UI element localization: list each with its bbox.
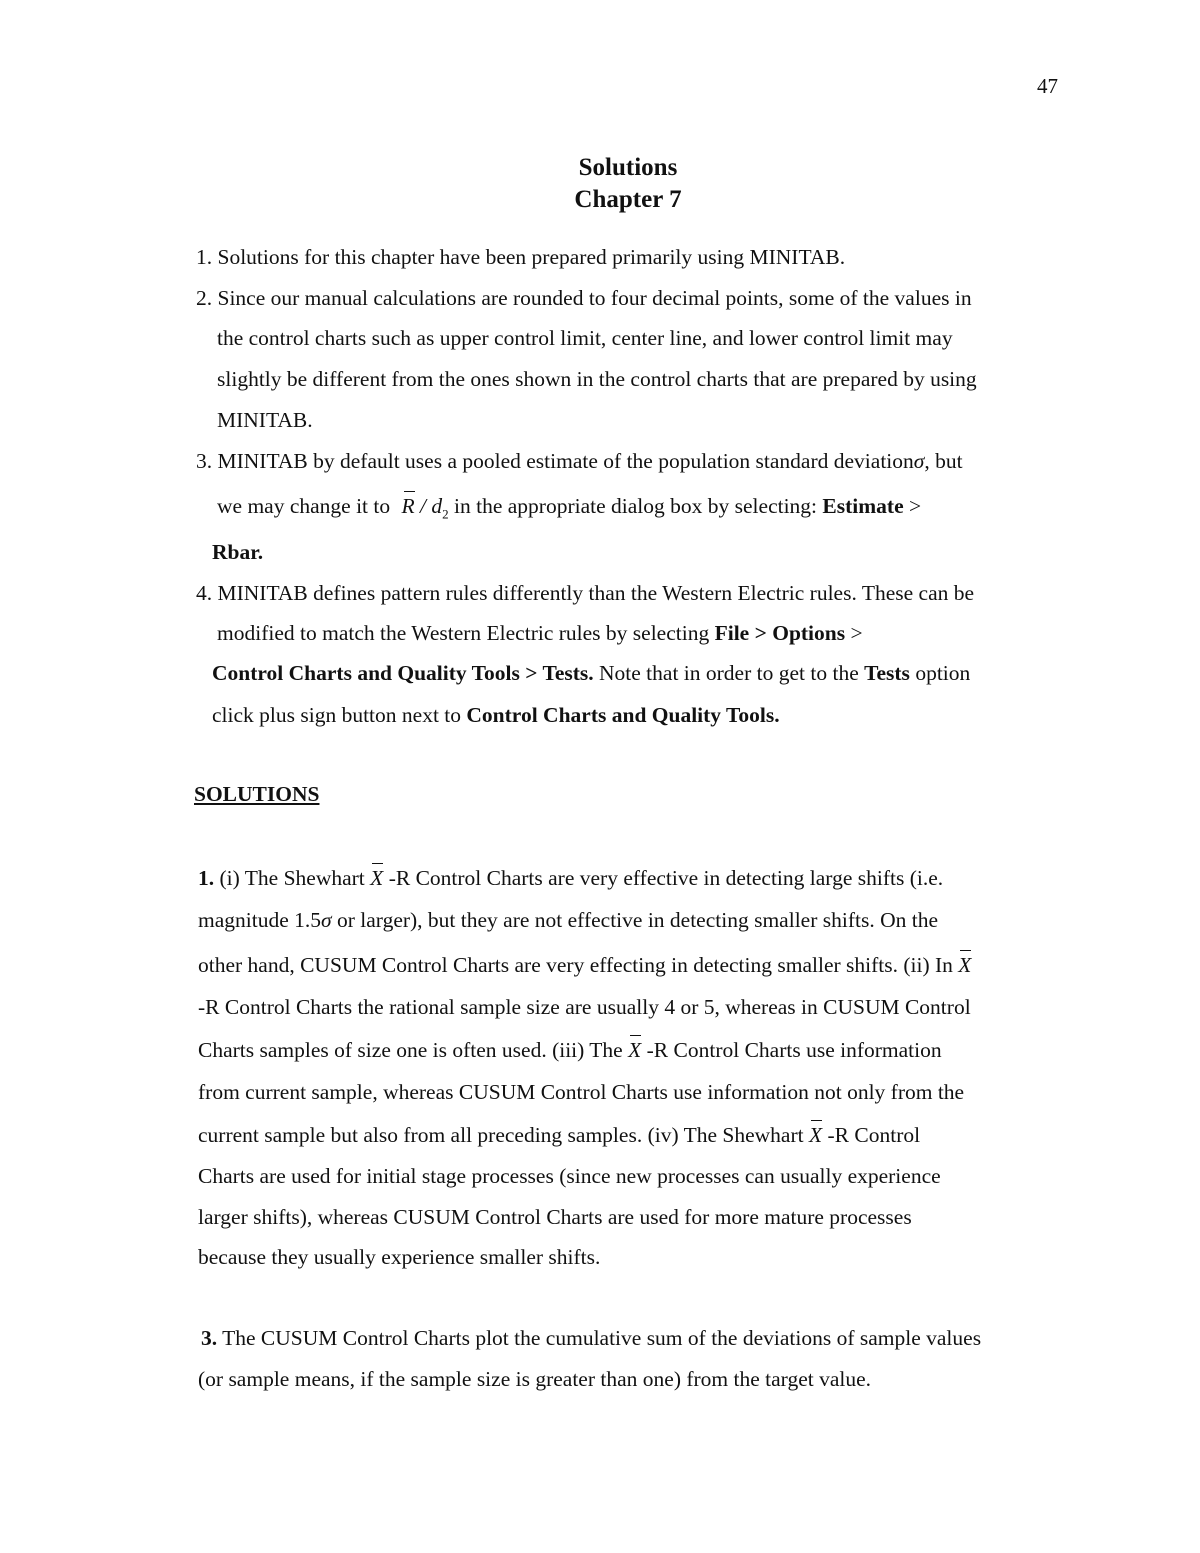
section-heading: SOLUTIONS <box>194 782 320 806</box>
chapter-title: Chapter 7 <box>574 186 682 213</box>
file-options-text: File > Options <box>714 621 846 645</box>
answer-1-line-5 <box>198 1038 942 1063</box>
answer-1-line-2 <box>198 908 938 933</box>
answer-1-line-7 <box>198 1123 920 1148</box>
note-3-text-a: 3. MINITAB by default uses a pooled estimate of the population standard deviation <box>196 449 914 473</box>
note-3-text-d: in the appropriate dialog box by selecting: <box>448 494 823 518</box>
answer-1-text-e: other hand, CUSUM Control Charts are very effecting in detecting smaller shifts. (ii) In <box>198 953 959 977</box>
note-4-line-1: 4. MINITAB defines pattern rules differently than the Western Electric rules. These can be <box>196 581 975 605</box>
answer-1-text-c: magnitude 1.5 <box>198 908 322 932</box>
answer-3-line-1 <box>201 1326 981 1351</box>
answer-1-text-i: -R Control <box>822 1123 921 1147</box>
note-4-gt: > <box>845 621 863 645</box>
answer-1-text-h: current sample but also from all preceding samples. (iv) The Shewhart <box>198 1123 809 1147</box>
answer-1-line-3 <box>198 953 971 978</box>
control-charts-quality-tools-text: Control Charts and Quality Tools. <box>466 703 780 727</box>
answer-1-text-g: -R Control Charts use information <box>641 1038 942 1062</box>
answer-3-text-a: The CUSUM Control Charts plot the cumulative sum of the deviations of sample values <box>217 1326 982 1350</box>
note-4-text-c: option <box>909 661 971 685</box>
x-bar-symbol: X <box>808 1123 823 1147</box>
answer-1-line-10: because they usually experience smaller shifts. <box>198 1245 601 1269</box>
note-2-line-4: MINITAB. <box>217 408 313 432</box>
note-2-line-1: 2. Since our manual calculations are rounded to four decimal points, some of the values in <box>196 286 972 310</box>
answer-1-text-f: Charts samples of size one is often used. (iii) The <box>198 1038 629 1062</box>
note-3-gt: > <box>903 494 922 518</box>
d-symbol: d <box>431 494 443 518</box>
slash-symbol: / <box>414 494 432 518</box>
note-4-text-b: Note that in order to get to the <box>593 661 865 685</box>
note-3-line-3 <box>212 540 263 565</box>
answer-1-line-8: Charts are used for initial stage processes (since new processes can usually experience <box>198 1164 941 1188</box>
note-2-line-3: slightly be different from the ones shown in the control charts that are prepared by using <box>217 367 977 391</box>
answer-1-number: 1. <box>198 866 215 890</box>
note-4-text-d: click plus sign button next to <box>212 703 467 727</box>
note-4-text-a: modified to match the Western Electric rules by selecting <box>217 621 715 645</box>
note-3-text-c: we may change it to <box>217 494 391 518</box>
answer-1-text-a: (i) The Shewhart <box>214 866 371 890</box>
sigma-symbol: σ <box>321 908 332 932</box>
x-bar-symbol: X <box>958 953 972 977</box>
d-subscript: 2 <box>442 506 449 522</box>
answer-1-text-b: -R Control Charts are very effective in detecting large shifts (i.e. <box>383 866 944 890</box>
answer-1-line-9: larger shifts), whereas CUSUM Control Charts are used for more mature processes <box>198 1205 912 1229</box>
note-3-line-2 <box>217 494 921 522</box>
page-number: 47 <box>1037 74 1058 98</box>
note-4-line-4 <box>212 703 780 728</box>
note-4-line-2 <box>217 621 863 646</box>
note-3-line-1 <box>196 449 963 474</box>
sigma-symbol: σ <box>913 449 925 473</box>
r-bar-symbol: R <box>401 494 415 518</box>
estimate-menu-text: Estimate <box>822 494 904 518</box>
note-3-text-b: , but <box>924 449 963 473</box>
answer-1-text-d: or larger), but they are not effective in detecting smaller shifts. On the <box>331 908 939 932</box>
answer-1-line-1 <box>198 866 943 891</box>
note-1: 1. Solutions for this chapter have been prepared primarily using MINITAB. <box>196 245 846 269</box>
answer-3-line-2: (or sample means, if the sample size is greater than one) from the target value. <box>198 1367 872 1391</box>
x-bar-symbol: X <box>628 1038 642 1062</box>
tests-text: Tests <box>864 661 910 685</box>
note-4-line-3 <box>212 661 970 686</box>
answer-1-line-4: -R Control Charts the rational sample size are usually 4 or 5, whereas in CUSUM Control <box>198 995 971 1019</box>
page-title: Solutions <box>578 154 678 181</box>
x-bar-symbol: X <box>370 866 384 890</box>
note-2-line-2: the control charts such as upper control limit, center line, and lower control limit may <box>217 326 953 350</box>
answer-3-number: 3. <box>201 1326 218 1350</box>
answer-1-line-6: from current sample, whereas CUSUM Control Charts use information not only from the <box>198 1080 965 1104</box>
rbar-menu-text: Rbar. <box>212 540 264 564</box>
control-charts-tests-text: Control Charts and Quality Tools > Tests. <box>212 661 594 685</box>
